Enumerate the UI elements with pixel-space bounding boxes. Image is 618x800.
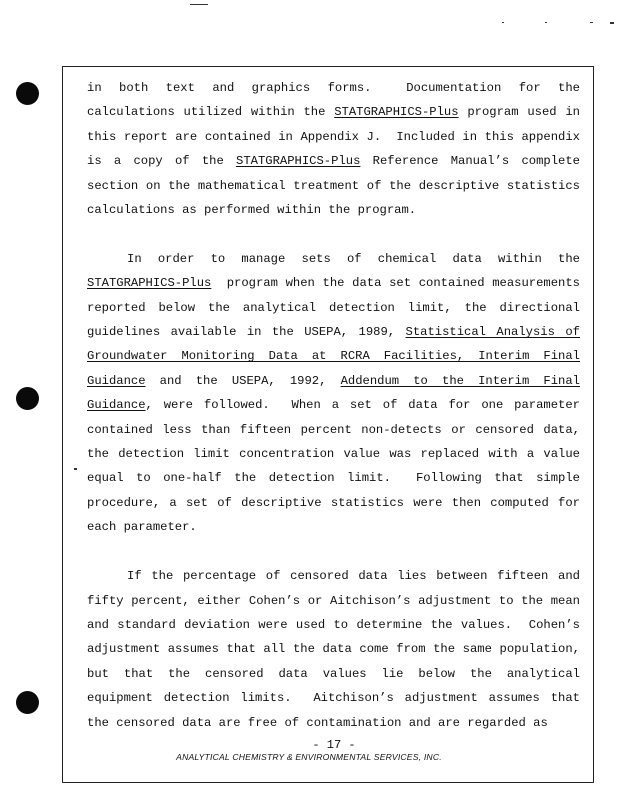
text-run: section on the mathematical treatment of the descriptive statistics: [87, 178, 580, 193]
text-run: is a copy of the: [87, 154, 237, 169]
text-run: the detection limit concentration value was replaced with a value: [87, 447, 580, 462]
company-footer: ANALYTICAL CHEMISTRY & ENVIRONMENTAL SERVICES, INC.: [176, 752, 442, 762]
scan-speck: [502, 22, 504, 23]
text-run: If the percentage of censored data lies between fifteen and: [127, 569, 580, 584]
punch-hole-bottom: [16, 691, 39, 714]
scan-speck: [190, 4, 208, 5]
text-line: [87, 686, 580, 710]
text-line: [87, 296, 580, 320]
text-line: [87, 613, 580, 637]
text-run: procedure, a set of descriptive statistics were then computed for: [87, 495, 580, 510]
text-line: [87, 442, 580, 466]
text-line: [87, 76, 580, 100]
text-line: [87, 247, 580, 271]
text-run: but that the censored data values lie below the analytical: [87, 666, 580, 681]
text-run: calculations as performed within the program.: [87, 203, 417, 218]
scan-speck: [610, 22, 614, 24]
punch-hole-top: [16, 82, 39, 105]
text-run: In order to manage sets of chemical data within the: [127, 251, 580, 266]
underlined-title: Groundwater Monitoring Data at RCRA Facilities, Interim Final: [87, 349, 580, 364]
text-line: [87, 393, 580, 417]
underlined-title: Addendum to the Interim Final: [340, 373, 580, 388]
paragraph: [87, 564, 580, 735]
text-line: [87, 149, 580, 173]
text-run: reported below the analytical detection limit, the directional: [87, 300, 580, 315]
text-line: [87, 174, 580, 198]
text-line: [87, 418, 580, 442]
text-run: each parameter.: [87, 520, 197, 535]
text-run: this report are contained in Appendix J. Included in this appendix: [87, 129, 580, 144]
text-run: and the USEPA, 1992,: [145, 373, 341, 388]
text-line: [87, 198, 580, 222]
text-run: adjustment assumes that all the data come from the same population,: [87, 642, 580, 657]
text-line: [87, 711, 580, 735]
paragraph: [87, 247, 580, 540]
page-number: - 17 -: [312, 738, 356, 752]
text-run: , were followed. When a set of data for one parameter: [145, 398, 580, 413]
text-run: Reference Manual’s complete: [360, 154, 580, 169]
text-line: [87, 589, 580, 613]
text-line: [87, 125, 580, 149]
text-line: [87, 100, 580, 124]
paragraph: [87, 76, 580, 222]
text-run: fifty percent, either Cohen’s or Aitchison’s adjustment to the mean: [87, 593, 580, 608]
underlined-title: Guidance: [87, 373, 146, 388]
text-run: and standard deviation were used to determine the values. Cohen’s: [87, 617, 580, 632]
text-run: contained less than fifteen percent non-detects or censored data,: [87, 422, 580, 437]
scan-speck: [590, 22, 593, 23]
text-run: calculations utilized within the: [87, 105, 335, 120]
underlined-title: Guidance: [87, 398, 146, 413]
punch-hole-middle: [16, 387, 39, 410]
text-line: [87, 662, 580, 686]
text-run: in both text and graphics forms. Documentation for the: [87, 81, 580, 95]
underlined-title: Statistical Analysis of: [405, 325, 580, 340]
text-line: [87, 320, 580, 344]
text-line: [87, 344, 580, 368]
underlined-title: STATGRAPHICS-Plus: [334, 105, 459, 120]
text-run: program used in: [458, 105, 580, 120]
text-line: [87, 466, 580, 490]
text-run: program when the data set contained measurements: [211, 276, 580, 291]
text-line: [87, 637, 580, 661]
text-line: [87, 271, 580, 295]
underlined-title: STATGRAPHICS-Plus: [87, 276, 212, 291]
text-run: the censored data are free of contamination and are regarded as: [87, 715, 548, 730]
document-body: [87, 76, 580, 759]
text-line: [87, 515, 580, 539]
text-run: guidelines available in the USEPA, 1989,: [87, 325, 406, 340]
text-run: equal to one-half the detection limit. Following that simple: [87, 471, 580, 486]
scan-speck: [545, 22, 547, 23]
text-line: [87, 491, 580, 515]
text-line: [87, 369, 580, 393]
text-run: equipment detection limits. Aitchison’s adjustment assumes that: [87, 691, 580, 706]
text-line: [87, 564, 580, 588]
underlined-title: STATGRAPHICS-Plus: [236, 154, 361, 169]
